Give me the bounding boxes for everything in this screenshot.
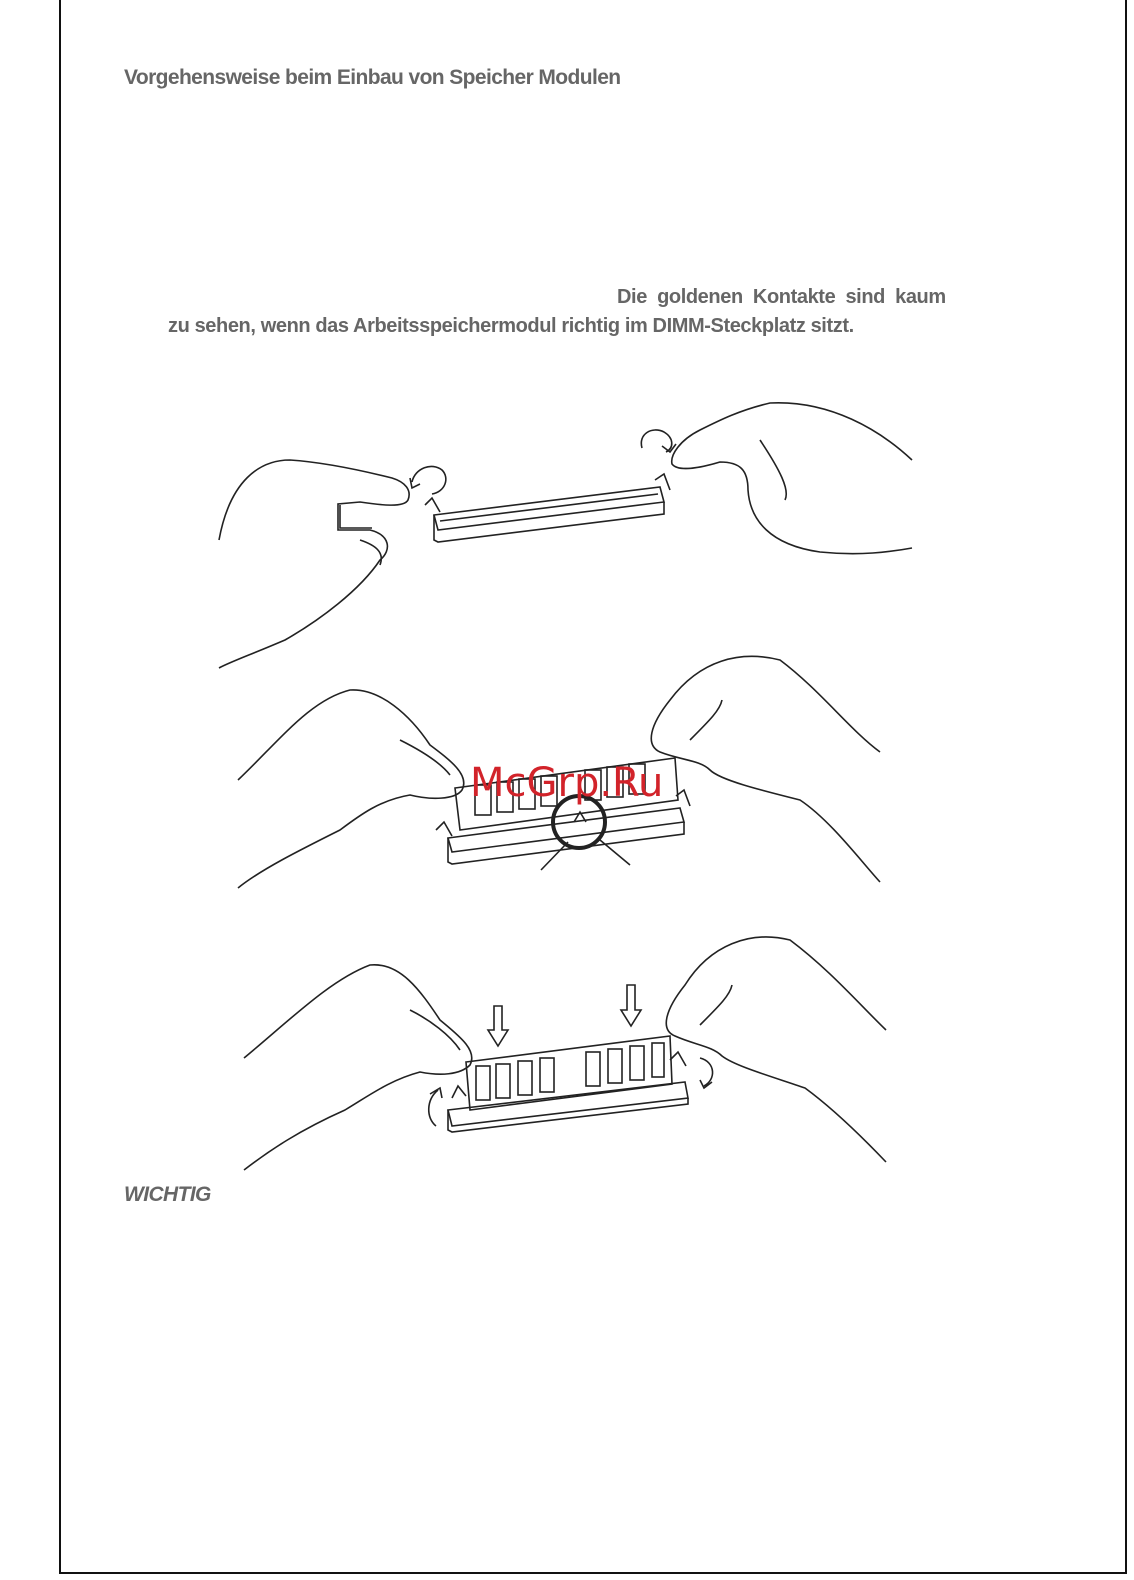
latch-arrow-icon-right	[641, 430, 671, 452]
left-hand-3	[244, 965, 472, 1170]
right-hand-2	[651, 656, 880, 882]
right-hand-1	[672, 403, 912, 554]
watermark: McGrp.Ru	[470, 760, 664, 806]
memory-module-3	[466, 1036, 672, 1110]
dimm-slot-1	[434, 487, 664, 530]
left-hand-2	[238, 690, 464, 888]
right-hand-3	[666, 937, 886, 1162]
down-arrow-icon-right	[621, 985, 641, 1026]
figure-3-press-down	[244, 937, 886, 1170]
latch-arrow-icon-left-3	[429, 1090, 438, 1126]
paragraph-line-2: zu sehen, wenn das Arbeitsspeichermodul richtig im DIMM-Steckplatz sitzt.	[168, 315, 854, 337]
section-heading: Vorgehensweise beim Einbau von Speicher Modulen	[124, 66, 621, 89]
latch-arrow-icon-left	[412, 466, 446, 494]
down-arrow-icon-left	[488, 1006, 508, 1046]
figure-1-open-latches	[219, 403, 912, 668]
important-label: WICHTIG	[124, 1183, 211, 1206]
latch-arrow-icon-right-3	[700, 1058, 713, 1086]
dimm-slot-3	[448, 1082, 688, 1126]
paragraph-line-1: Die goldenen Kontakte sind kaum	[617, 286, 946, 308]
